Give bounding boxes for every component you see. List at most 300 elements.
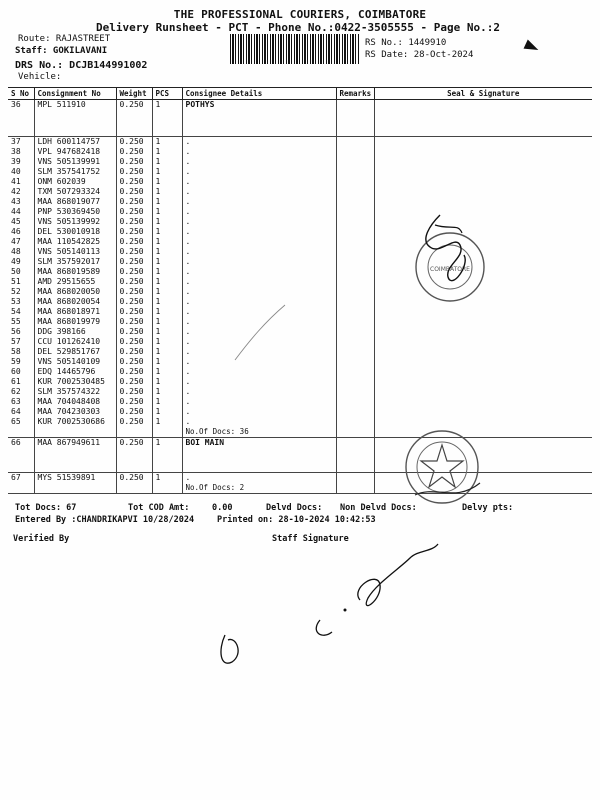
row-pcs: 1 [152,257,182,267]
verified-by: Verified By [13,534,70,544]
group-summary-cell [336,427,374,438]
table-row [8,377,592,387]
rs-number: RS No.: 1449910 [365,38,447,48]
row-consignee: . [182,377,336,387]
rs-date: RS Date: 28-Oct-2024 [365,50,474,60]
table-row [8,357,592,367]
row-consignment-no: SLM 357574322 [34,387,116,397]
row-consignment-no: MAA 868018971 [34,307,116,317]
row-remarks [336,317,374,327]
delivery-points: Delvy pts: [462,503,514,513]
row-sno: 66 [11,438,21,447]
row-consignment-no: MAA 868019077 [34,197,116,207]
table-row [8,327,592,337]
row-pcs: 1 [152,337,182,347]
row-remarks [336,257,374,267]
table-row [8,387,592,397]
row-consignee: . [182,187,336,197]
row-pcs: 1 [152,147,182,157]
table-row [8,407,592,417]
row-consignee: . [182,247,336,257]
row-pcs: 1 [152,227,182,237]
row-sno: 52 [11,287,21,296]
row-remarks [336,387,374,397]
row-sno: 43 [11,197,21,206]
row-sno: 39 [11,157,21,166]
row-weight: 0.250 [116,473,152,484]
row-consignment-no: CCU 101262410 [34,337,116,347]
row-weight: 0.250 [116,227,152,237]
pen-stroke [230,300,290,370]
row-consignee: . [182,227,336,237]
row-consignee: . [182,157,336,167]
row-pcs: 1 [152,177,182,187]
staff-handwritten-signature [210,540,450,675]
row-sno: 37 [11,137,21,146]
row-weight: 0.250 [116,337,152,347]
row-pcs: 1 [152,297,182,307]
row-weight: 0.250 [116,177,152,187]
row-remarks [336,347,374,357]
row-pcs: 1 [152,317,182,327]
row-sno: 56 [11,327,21,336]
row-sno: 64 [11,407,21,416]
row-consignee: . [182,177,336,187]
row-remarks [336,307,374,317]
row-remarks [336,100,374,111]
row-consignee: POTHYS [182,100,336,111]
row-consignment-no: MAA 868020050 [34,287,116,297]
row-weight: 0.250 [116,197,152,207]
row-consignment-no: MAA 110542825 [34,237,116,247]
row-consignee: . [182,217,336,227]
table-row [8,147,592,157]
row-seal-signature [374,137,592,148]
row-consignment-no: VNS 505140109 [34,357,116,367]
row-consignment-no: MAA 704230303 [34,407,116,417]
row-pcs: 1 [152,307,182,317]
row-pcs: 1 [152,438,182,449]
row-sno: 63 [11,397,21,406]
table-row [8,137,592,148]
group-summary-cell [34,448,116,473]
row-pcs: 1 [152,327,182,337]
row-weight: 0.250 [116,287,152,297]
row-weight: 0.250 [116,417,152,427]
row-remarks [336,357,374,367]
group-summary-cell [116,483,152,494]
row-consignee: . [182,277,336,287]
bank-seal-stamp [400,425,490,510]
group-summary-cell [8,483,34,494]
courier-seal-stamp [400,185,500,315]
table-row [8,438,592,449]
table-row [8,237,592,247]
table-row [8,337,592,347]
col-seal-signature: Seal & Signature [374,88,592,100]
row-remarks [336,187,374,197]
table-row [8,347,592,357]
row-consignee: . [182,237,336,247]
row-weight: 0.250 [116,347,152,357]
row-consignee: BOI MAIN [182,438,336,449]
row-consignment-no: MPL 511910 [34,100,116,111]
row-sno: 57 [11,337,21,346]
row-consignment-no: MAA 868019979 [34,317,116,327]
row-remarks [336,237,374,247]
drs-number: DRS No.: DCJB144991002 [15,60,148,71]
row-consignment-no: VNS 505139991 [34,157,116,167]
row-consignment-no: MAA 704048408 [34,397,116,407]
row-consignment-no: AMD 29515655 [34,277,116,287]
row-consignment-no: VPL 947682418 [34,147,116,157]
row-seal-signature [374,337,592,347]
row-sno: 62 [11,387,21,396]
row-seal-signature [374,317,592,327]
row-sno: 47 [11,237,21,246]
vehicle-label: Vehicle: [18,72,62,82]
row-sno: 40 [11,167,21,176]
row-remarks [336,167,374,177]
staff-label: Staff: GOKILAVANI [15,46,108,56]
group-summary-cell [8,110,34,137]
row-pcs: 1 [152,207,182,217]
row-consignment-no: DDG 398166 [34,327,116,337]
group-summary-cell [152,483,182,494]
table-row [8,207,592,217]
row-sno: 51 [11,277,21,286]
col-remarks: Remarks [336,88,374,100]
row-weight: 0.250 [116,367,152,377]
svg-text:COIMBATORE: COIMBATORE [430,266,470,273]
row-sno: 41 [11,177,21,186]
group-summary-cell [336,448,374,473]
group-summary-cell [34,110,116,137]
row-seal-signature [374,397,592,407]
row-remarks [336,247,374,257]
row-consignee: . [182,347,336,357]
group-summary-row [8,483,592,494]
row-pcs: 1 [152,387,182,397]
row-weight: 0.250 [116,237,152,247]
row-remarks [336,438,374,449]
row-weight: 0.250 [116,438,152,449]
row-seal-signature [374,167,592,177]
row-weight: 0.250 [116,387,152,397]
group-summary-cell [116,427,152,438]
barcode [230,34,360,64]
row-pcs: 1 [152,357,182,367]
row-sno: 38 [11,147,21,156]
row-weight: 0.250 [116,407,152,417]
row-remarks [336,367,374,377]
row-remarks [336,377,374,387]
row-remarks [336,407,374,417]
row-pcs: 1 [152,237,182,247]
row-consignment-no: KUR 7002530686 [34,417,116,427]
row-weight: 0.250 [116,217,152,227]
total-docs: Tot Docs: 67 [15,503,77,513]
row-seal-signature [374,327,592,337]
row-weight: 0.250 [116,317,152,327]
group-summary-cell [34,483,116,494]
table-row [8,157,592,167]
row-consignee: . [182,327,336,337]
group-summary-cell [152,448,182,473]
row-pcs: 1 [152,197,182,207]
row-remarks [336,277,374,287]
row-pcs: 1 [152,417,182,427]
col-weight: Weight [116,88,152,100]
row-sno: 60 [11,367,21,376]
row-consignment-no: MAA 868020054 [34,297,116,307]
row-consignment-no: VNS 505139992 [34,217,116,227]
group-summary-cell [336,110,374,137]
table-row [8,267,592,277]
group-doc-count [182,448,336,473]
table-row [8,100,592,111]
row-sno: 61 [11,377,21,386]
row-sno: 42 [11,187,21,196]
row-seal-signature [374,157,592,167]
row-sno: 58 [11,347,21,356]
row-pcs: 1 [152,287,182,297]
row-consignment-no: ONM 602039 [34,177,116,187]
row-weight: 0.250 [116,297,152,307]
table-row [8,227,592,237]
row-consignment-no: SLM 357592017 [34,257,116,267]
group-doc-count: No.Of Docs: 2 [182,483,336,494]
row-weight: 0.250 [116,357,152,367]
row-remarks [336,227,374,237]
runsheet-table [8,87,592,494]
row-consignment-no: MAA 868019589 [34,267,116,277]
row-consignee: . [182,207,336,217]
row-weight: 0.250 [116,267,152,277]
col-pcs: PCS [152,88,182,100]
row-consignee: . [182,267,336,277]
table-header-row [8,88,592,100]
row-pcs: 1 [152,277,182,287]
table-row [8,257,592,267]
entered-by: Entered By :CHANDRIKAPVI 10/28/2024 [15,515,195,525]
row-consignee: . [182,317,336,327]
row-weight: 0.250 [116,207,152,217]
row-pcs: 1 [152,187,182,197]
row-sno: 46 [11,227,21,236]
row-consignment-no: TXM 507293324 [34,187,116,197]
group-doc-count: No.Of Docs: 36 [182,427,336,438]
row-seal-signature [374,347,592,357]
row-sno: 48 [11,247,21,256]
row-consignment-no: DEL 529851767 [34,347,116,357]
row-remarks [336,157,374,167]
row-consignee: . [182,257,336,267]
row-sno: 36 [11,100,21,109]
row-weight: 0.250 [116,157,152,167]
row-pcs: 1 [152,137,182,148]
row-remarks [336,217,374,227]
row-seal-signature [374,387,592,397]
row-weight: 0.250 [116,307,152,317]
row-sno: 59 [11,357,21,366]
row-remarks [336,397,374,407]
route-label: Route: RAJASTREET [18,34,111,44]
table-row [8,417,592,427]
row-consignee: . [182,407,336,417]
row-remarks [336,207,374,217]
group-summary-cell [374,110,592,137]
row-pcs: 1 [152,367,182,377]
row-pcs: 1 [152,347,182,357]
row-consignee: . [182,287,336,297]
row-remarks [336,297,374,307]
group-summary-cell [116,448,152,473]
row-consignment-no: PNP 530369450 [34,207,116,217]
table-row [8,367,592,377]
group-summary-cell [34,427,116,438]
row-weight: 0.250 [116,147,152,157]
row-consignment-no: EDQ 14465796 [34,367,116,377]
row-seal-signature [374,147,592,157]
group-doc-count [182,110,336,137]
row-remarks [336,267,374,277]
row-pcs: 1 [152,473,182,484]
row-sno: 67 [11,473,21,482]
row-weight: 0.250 [116,167,152,177]
table-row [8,397,592,407]
row-consignee: . [182,307,336,317]
row-consignee: . [182,167,336,177]
group-summary-row [8,427,592,438]
row-weight: 0.250 [116,187,152,197]
row-weight: 0.250 [116,137,152,148]
printed-on: Printed on: 28-10-2024 10:42:53 [217,515,376,525]
row-consignee: . [182,297,336,307]
row-consignment-no: MAA 867949611 [34,438,116,449]
group-summary-cell [8,448,34,473]
table-row [8,473,592,484]
row-sno: 65 [11,417,21,426]
row-consignee: . [182,417,336,427]
row-seal-signature [374,377,592,387]
row-consignee: . [182,473,336,484]
row-weight: 0.250 [116,247,152,257]
total-cod-label: Tot COD Amt: [128,503,190,513]
row-weight: 0.250 [116,277,152,287]
group-summary-row [8,110,592,137]
table-row [8,167,592,177]
row-consignment-no: VNS 505140113 [34,247,116,257]
row-consignee: . [182,337,336,347]
row-consignment-no: SLM 357541752 [34,167,116,177]
row-sno: 55 [11,317,21,326]
row-seal-signature [374,367,592,377]
group-summary-cell [152,427,182,438]
table-row [8,177,592,187]
row-weight: 0.250 [116,397,152,407]
row-consignment-no: KUR 7002530485 [34,377,116,387]
row-pcs: 1 [152,407,182,417]
col-consignment: Consignment No [34,88,116,100]
table-row [8,287,592,297]
row-pcs: 1 [152,167,182,177]
group-summary-cell [336,483,374,494]
staff-signature-label: Staff Signature [272,534,349,544]
row-remarks [336,337,374,347]
pen-mark [524,40,541,55]
row-pcs: 1 [152,397,182,407]
col-sno: S No [8,88,34,100]
row-consignee: . [182,397,336,407]
row-weight: 0.250 [116,377,152,387]
row-consignment-no: LDH 600114757 [34,137,116,148]
group-summary-cell [116,110,152,137]
table-row [8,277,592,287]
row-consignment-no: MYS 51539891 [34,473,116,484]
row-sno: 49 [11,257,21,266]
row-remarks [336,287,374,297]
row-consignee: . [182,387,336,397]
row-weight: 0.250 [116,257,152,267]
table-row [8,197,592,207]
row-seal-signature [374,407,592,417]
row-weight: 0.250 [116,327,152,337]
row-consignee: . [182,137,336,148]
table-row [8,217,592,227]
row-pcs: 1 [152,157,182,167]
table-row [8,247,592,257]
row-consignee: . [182,357,336,367]
group-summary-row [8,448,592,473]
row-weight: 0.250 [116,100,152,111]
row-pcs: 1 [152,100,182,111]
group-summary-cell [8,427,34,438]
row-remarks [336,327,374,337]
row-remarks [336,473,374,484]
row-remarks [336,197,374,207]
row-sno: 50 [11,267,21,276]
row-seal-signature [374,100,592,111]
delivered-docs: Delvd Docs: [266,503,323,513]
company-name: THE PROFESSIONAL COURIERS, COIMBATORE [173,8,427,21]
row-sno: 44 [11,207,21,216]
row-remarks [336,147,374,157]
row-remarks [336,417,374,427]
row-sno: 53 [11,297,21,306]
row-consignment-no: DEL 530010918 [34,227,116,237]
row-sno: 54 [11,307,21,316]
row-consignee: . [182,147,336,157]
non-delivered-docs: Non Delvd Docs: [340,503,417,513]
total-cod-value: 0.00 [212,503,233,513]
table-row [8,187,592,197]
group-summary-cell [152,110,182,137]
row-seal-signature [374,357,592,367]
table-row [8,297,592,307]
row-consignee: . [182,197,336,207]
runsheet-title: Delivery Runsheet - PCT - Phone No.:0422-3505555 - Page No.:2 [96,21,500,34]
table-row [8,317,592,327]
row-remarks [336,177,374,187]
table-row [8,307,592,317]
row-consignee: . [182,367,336,377]
row-pcs: 1 [152,217,182,227]
row-pcs: 1 [152,247,182,257]
row-sno: 45 [11,217,21,226]
col-consignee: Consignee Details [182,88,336,100]
row-pcs: 1 [152,377,182,387]
